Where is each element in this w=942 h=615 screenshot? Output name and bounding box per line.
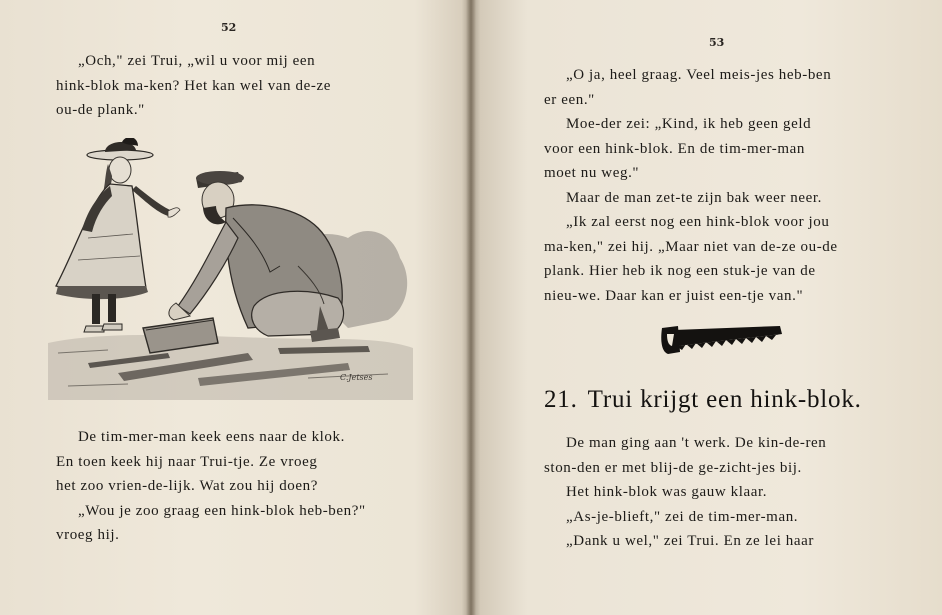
- text-line: De tim-mer-man keek eens naar de klok.: [78, 429, 345, 445]
- text-line: „Wou je zoo graag een hink-blok heb-ben?": [78, 502, 366, 519]
- text-line: En toen keek hij naar Trui-tje. Ze vroeg: [56, 453, 318, 470]
- text-line: nieu-we. Daar kan er juist een-tje van.": [544, 287, 804, 304]
- text-line: ston-den er met blij-de ge-zicht-jes bij.: [544, 459, 802, 476]
- page-number-left: 52: [221, 21, 237, 34]
- text-line: Het hink-blok was gauw klaar.: [566, 484, 768, 500]
- right-bottom-paragraph: [544, 431, 924, 554]
- text-line: voor een hink-blok. En de tim-mer-man: [544, 140, 805, 157]
- chapter-title-text: Trui krijgt een hink-blok.: [587, 386, 862, 413]
- text-line: „As-je-blieft," zei de tim-mer-man.: [566, 508, 799, 525]
- text-line: ou-de plank.": [56, 102, 145, 118]
- text-line: vroeg hij.: [56, 527, 120, 543]
- text-line: Moe-der zei: „Kind, ik heb geen geld: [566, 116, 812, 132]
- text-line: plank. Hier heb ik nog een stuk-je van de: [544, 263, 816, 279]
- text-line: „O ja, heel graag. Veel meis-jes heb-ben: [566, 67, 832, 83]
- text-line: het zoo vrien-de-lijk. Wat zou hij doen?: [56, 478, 319, 494]
- text-line: „Ik zal eerst nog een hink-blok voor jou: [566, 214, 830, 230]
- chapter-heading: [544, 386, 862, 414]
- chapter-number: 21.: [544, 386, 578, 413]
- saw-icon: [660, 320, 784, 360]
- text-line: ma-ken," zei hij. „Maar niet van de-ze ou-de: [544, 238, 838, 255]
- left-bottom-paragraph: [56, 425, 416, 548]
- text-line: „Dank u wel," zei Trui. En ze lei haar: [566, 533, 815, 549]
- left-top-paragraph: [56, 49, 416, 123]
- text-line: hink-blok ma-ken? Het kan wel van de-ze: [56, 77, 331, 94]
- girl-figure: [56, 138, 180, 332]
- left-page: [0, 0, 470, 615]
- page-number-right: 53: [709, 36, 725, 49]
- text-line: moet nu weg.": [544, 165, 640, 181]
- text-line: Maar de man zet-te zijn bak weer neer.: [566, 189, 823, 206]
- illustrator-signature: C.Jetses: [340, 373, 373, 382]
- carpenter-illustration: [48, 138, 418, 400]
- ground-planks: [48, 335, 413, 400]
- text-line: er een.": [544, 91, 595, 108]
- text-line: De man ging aan 't werk. De kin-de-ren: [566, 435, 827, 451]
- text-line: „Och," zei Trui, „wil u voor mij een: [78, 53, 316, 69]
- right-top-paragraph: [544, 63, 924, 308]
- carpenter-figure: [169, 171, 344, 342]
